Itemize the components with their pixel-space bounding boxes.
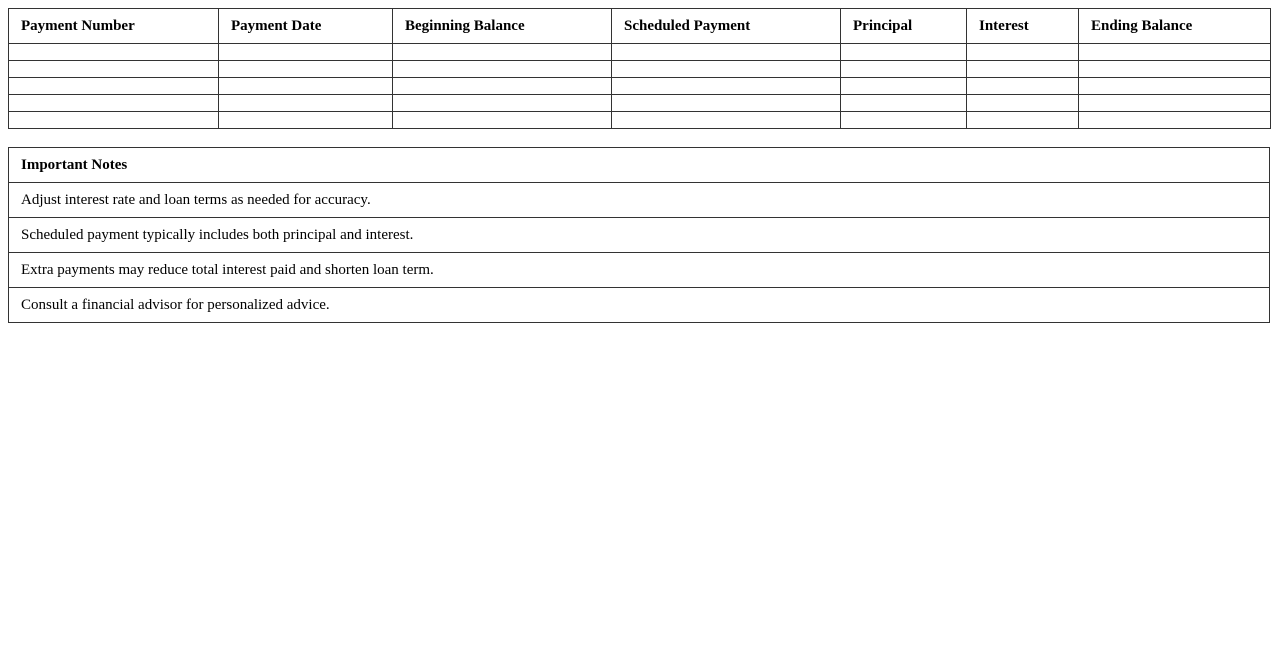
cell <box>1079 112 1271 129</box>
col-ending-balance: Ending Balance <box>1079 9 1271 44</box>
cell <box>393 44 612 61</box>
cell <box>967 95 1079 112</box>
cell <box>967 112 1079 129</box>
note-item: Adjust interest rate and loan terms as needed for accuracy. <box>9 183 1270 218</box>
cell <box>393 112 612 129</box>
col-beginning-balance: Beginning Balance <box>393 9 612 44</box>
cell <box>841 61 967 78</box>
cell <box>1079 44 1271 61</box>
table-row <box>9 95 1271 112</box>
cell <box>9 112 219 129</box>
cell <box>393 95 612 112</box>
note-item: Consult a financial advisor for personalized advice. <box>9 288 1270 323</box>
cell <box>612 95 841 112</box>
table-row <box>9 61 1271 78</box>
notes-title: Important Notes <box>9 148 1270 183</box>
cell <box>9 61 219 78</box>
col-interest: Interest <box>967 9 1079 44</box>
cell <box>393 61 612 78</box>
cell <box>219 112 393 129</box>
col-payment-date: Payment Date <box>219 9 393 44</box>
cell <box>612 61 841 78</box>
cell <box>219 44 393 61</box>
cell <box>967 44 1079 61</box>
cell <box>9 95 219 112</box>
note-item: Extra payments may reduce total interest paid and shorten loan term. <box>9 253 1270 288</box>
col-principal: Principal <box>841 9 967 44</box>
cell <box>1079 95 1271 112</box>
col-scheduled-payment: Scheduled Payment <box>612 9 841 44</box>
cell <box>393 78 612 95</box>
note-item: Scheduled payment typically includes both principal and interest. <box>9 218 1270 253</box>
cell <box>967 78 1079 95</box>
cell <box>841 95 967 112</box>
cell <box>219 95 393 112</box>
cell <box>841 112 967 129</box>
table-row <box>9 78 1271 95</box>
cell <box>967 61 1079 78</box>
cell <box>1079 61 1271 78</box>
cell <box>841 44 967 61</box>
col-payment-number: Payment Number <box>9 9 219 44</box>
header-row <box>9 9 1271 44</box>
notes-table <box>8 147 1270 323</box>
table-row <box>9 112 1271 129</box>
cell <box>612 44 841 61</box>
cell <box>9 44 219 61</box>
cell <box>219 78 393 95</box>
cell <box>9 78 219 95</box>
cell <box>841 78 967 95</box>
cell <box>219 61 393 78</box>
table-row <box>9 44 1271 61</box>
amortization-table <box>8 8 1271 129</box>
cell <box>612 112 841 129</box>
cell <box>612 78 841 95</box>
cell <box>1079 78 1271 95</box>
